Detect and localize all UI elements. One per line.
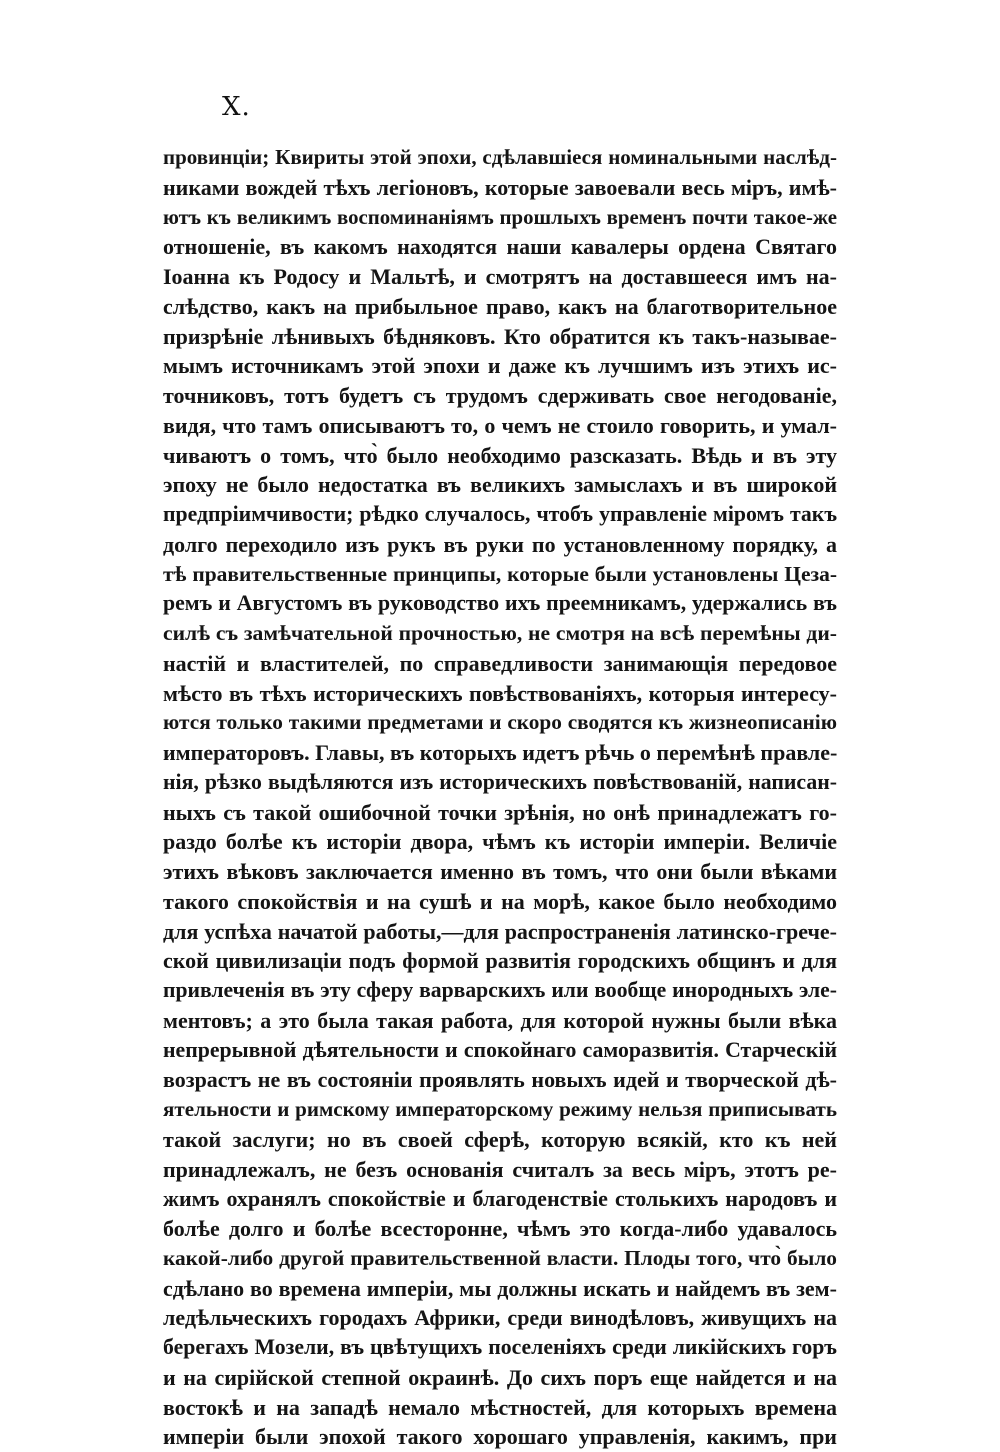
text-line: раздо болѣе къ исторіи двора, чѣмъ къ исторіи имперіи. Величіе: [163, 829, 837, 855]
text-line: болѣе долго и болѣе всесторонне, чѣмъ это когда-либо удавалось: [163, 1216, 837, 1241]
text-line: такой заслуги; но въ своей сферѣ, которую всякій, кто къ ней: [163, 1126, 837, 1152]
text-line: предпріимчивости; рѣдко случалось, чтобъ управленіе міромъ такъ: [163, 502, 837, 526]
text-line: сдѣлано во времена имперіи, мы должны искать и найдемъ въ зем-: [163, 1275, 837, 1301]
text-line: возрастъ не въ состояніи проявлять новыхъ идей и творческой дѣ-: [163, 1067, 837, 1093]
text-line: силѣ съ замѣчательной прочностью, не смотря на всѣ перемѣны ди-: [163, 621, 837, 645]
text-line: мымъ источникамъ этой эпохи и даже къ лучшимъ изъ этихъ ис-: [163, 353, 837, 379]
text-line: императоровъ. Главы, въ которыхъ идетъ рѣчь о перемѣнѣ правле-: [163, 740, 837, 765]
text-line: востокѣ и на западѣ немало мѣстностей, для которыхъ времена: [163, 1394, 837, 1420]
text-line: отношеніе, въ какомъ находятся наши кавалеры ордена Святаго: [163, 234, 837, 260]
text-line: ются только такими предметами и скоро сводятся къ жизнеописанію: [163, 710, 837, 735]
text-line: берегахъ Мозели, въ цвѣтущихъ поселеніяхъ среди ликійскихъ горъ: [163, 1335, 837, 1359]
page-number: X.: [222, 92, 251, 122]
text-line: какой-либо другой правительственной власти. Плоды того, что̀ было: [163, 1245, 837, 1270]
text-line: долго переходило изъ рукъ въ руки по установленному порядку, а: [163, 531, 837, 557]
text-line: призрѣніе лѣнивыхъ бѣдняковъ. Кто обратится къ такъ-называе-: [163, 323, 837, 349]
text-line: Іоанна къ Родосу и Мальтѣ, и смотрятъ на доставшееся имъ на-: [163, 264, 837, 289]
text-line: ментовъ; а это была такая работа, для которой нужны были вѣка: [163, 1007, 837, 1033]
text-line: ской цивилизаціи подъ формой развитія городскихъ общинъ и для: [163, 948, 837, 974]
text-line: точниковъ, тотъ будетъ съ трудомъ сдерживать свое негодованіе,: [163, 383, 837, 408]
text-line: этихъ вѣковъ заключается именно въ томъ, что они были вѣками: [163, 859, 837, 884]
text-line: ледѣльческихъ городахъ Африки, среди винодѣловъ, живущихъ на: [163, 1305, 837, 1331]
text-line: никами вождей тѣхъ легіоновъ, которые завоевали весь міръ, имѣ-: [163, 174, 837, 200]
text-line: ремъ и Августомъ въ руководство ихъ преемникамъ, удержались въ: [163, 591, 837, 616]
text-line: ятельности и римскому императорскому режиму нельзя приписывать: [163, 1097, 837, 1121]
text-line: видя, что тамъ описываютъ то, о чемъ не стоило говорить, и умал-: [163, 412, 837, 438]
text-line: мѣсто въ тѣхъ историческихъ повѣствованіяхъ, которыя интересу-: [163, 680, 837, 706]
text-line: для успѣха начатой работы,—для распространенія латинско-грече-: [163, 918, 837, 944]
text-line: привлеченія въ эту сферу варварскихъ или вообще инородныхъ эле-: [163, 978, 837, 1002]
text-line: настій и властителей, по справедливости занимающія передовое: [163, 650, 837, 676]
text-line: эпоху не было недостатка въ великихъ замыслахъ и въ широкой: [163, 472, 837, 498]
text-line: имперіи были эпохой такого хорошаго управленія, какимъ, при: [163, 1424, 837, 1450]
text-line: и на сирійской степной окраинѣ. До сихъ поръ еще найдется и на: [163, 1364, 837, 1390]
text-line: жимъ охранялъ спокойствіе и благоденствіе столькихъ народовъ и: [163, 1186, 837, 1212]
text-line: такого спокойствія и на сушѣ и на морѣ, какое было необходимо: [163, 888, 837, 914]
text-line: чиваютъ о томъ, что̀ было необходимо разсказать. Вѣдь и въ эту: [163, 442, 837, 468]
text-line: ныхъ съ такой ошибочной точки зрѣнія, но онѣ принадлежатъ го-: [163, 799, 837, 825]
text-line: нія, рѣзко выдѣляются изъ историческихъ повѣствованій, написан-: [163, 769, 837, 794]
text-line: принадлежалъ, не безъ основанія считалъ за весь міръ, этотъ ре-: [163, 1156, 837, 1182]
text-line: тѣ правительственные принципы, которые были установлены Цеза-: [163, 561, 837, 586]
text-line: непрерывной дѣятельности и спокойнаго саморазвитія. Старческій: [163, 1037, 837, 1062]
text-line: слѣдство, какъ на прибыльное право, какъ на благотворительное: [163, 293, 837, 319]
text-line: ютъ къ великимъ воспоминаніямъ прошлыхъ временъ почти такое-же: [163, 204, 837, 229]
body-text: [163, 143, 837, 1452]
text-line: провинціи; Квириты этой эпохи, сдѣлавшіеся номинальными наслѣд-: [163, 145, 837, 169]
